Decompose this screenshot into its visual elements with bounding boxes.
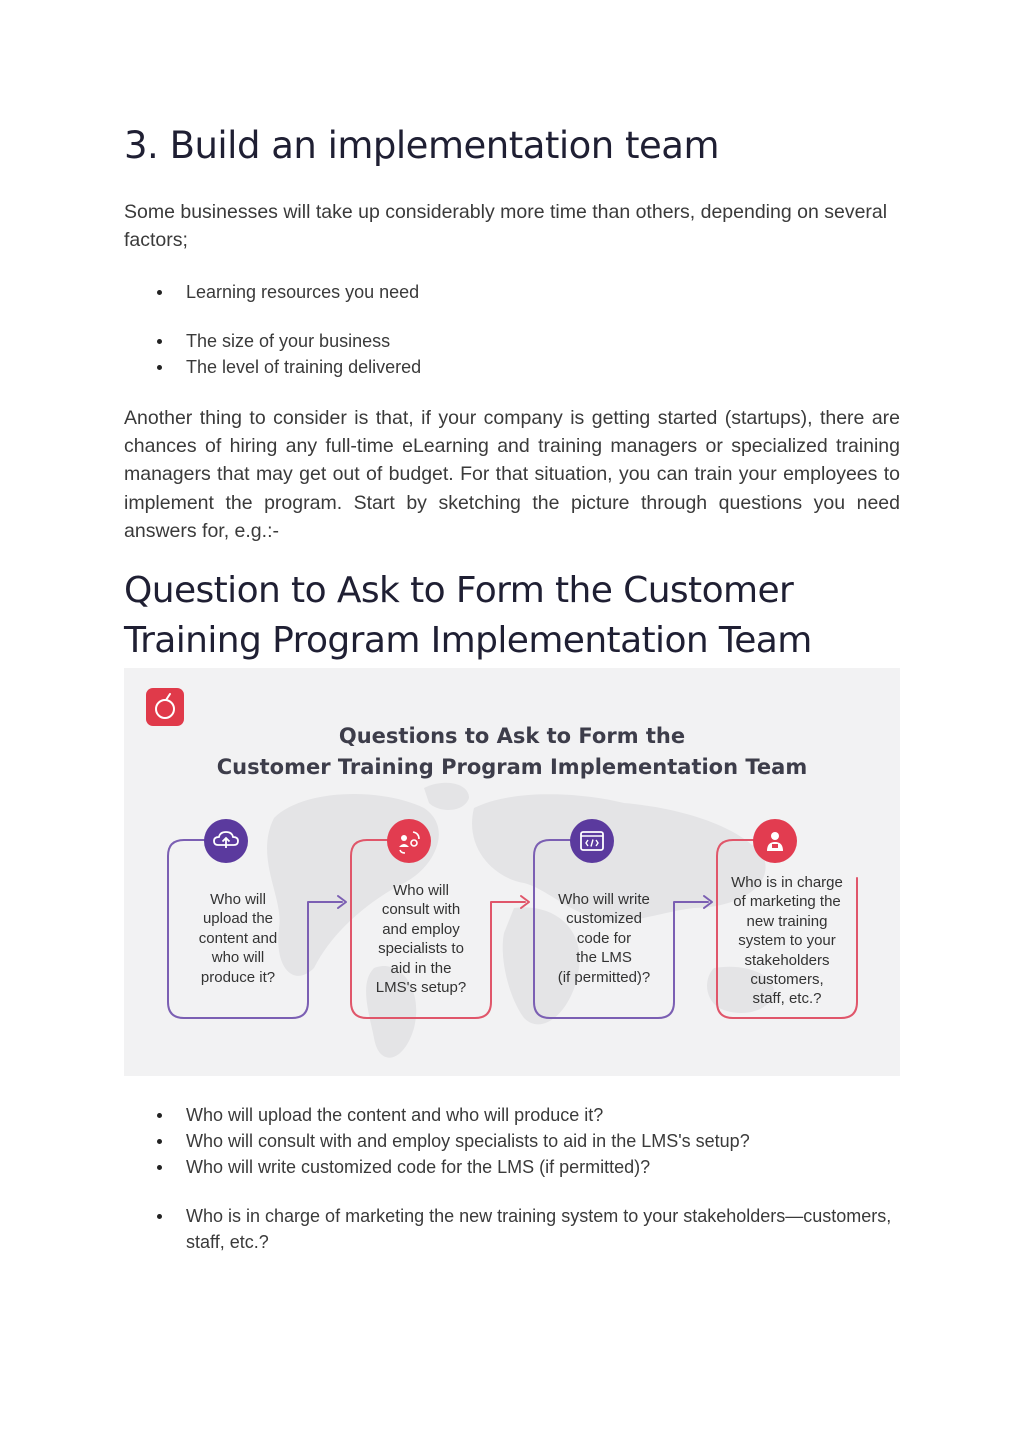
body-paragraph: Another thing to consider is that, if your company is getting started (startups), there are chances of hiring any full-time eLearning and training managers or specialized training managers that may get out of budget. For that situation, you can train your employees to implement the program. Start by sketching the picture through questions you need answers for, e.g.:-: [124, 407, 900, 542]
list-item: Who will consult with and employ specialists to aid in the LMS's setup?: [124, 1128, 900, 1154]
questions-list-continued: [124, 1203, 900, 1255]
list-item: The level of training delivered: [124, 354, 900, 380]
factors-list: [124, 279, 900, 305]
cloud-upload-icon: [204, 819, 248, 863]
step-1-text: Who will upload the content and who will produce it?: [198, 891, 278, 986]
list-item: Who is in charge of marketing the new training system to your stakeholders—customers, staff, etc.?: [124, 1203, 900, 1255]
intro-paragraph: Some businesses will take up considerably more time than others, depending on several factors;: [124, 201, 888, 251]
consult-icon: [387, 819, 431, 863]
infographic-title-line2: Customer Training Program Implementation Team: [216, 755, 808, 779]
subsection-heading-questions: Question to Ask to Form the Customer Training Program Implementation Team: [124, 570, 812, 661]
step-3-text: Who will write customized code for the LMS (if permitted)?: [557, 891, 651, 986]
list-item: Learning resources you need: [124, 279, 900, 305]
questions-list: [124, 1102, 900, 1180]
section-heading-build-team: 3. Build an implementation team: [124, 124, 719, 167]
list-item: The size of your business: [124, 328, 900, 354]
code-window-icon: [570, 819, 614, 863]
presenter-icon: [753, 819, 797, 863]
step-4-text: Who is in charge of marketing the new training system to your stakeholders customers, staff, etc.?: [731, 874, 843, 1008]
questions-infographic: [124, 668, 900, 1076]
factors-list-continued: [124, 328, 900, 380]
list-item: Who will write customized code for the LMS (if permitted)?: [124, 1154, 900, 1180]
step-outlines: [124, 668, 900, 1076]
list-item: Who will upload the content and who will produce it?: [124, 1102, 900, 1128]
step-2-text: Who will consult with and employ specialists to aid in the LMS's setup?: [375, 882, 467, 997]
infographic-title-line1: Questions to Ask to Form the: [338, 724, 686, 748]
